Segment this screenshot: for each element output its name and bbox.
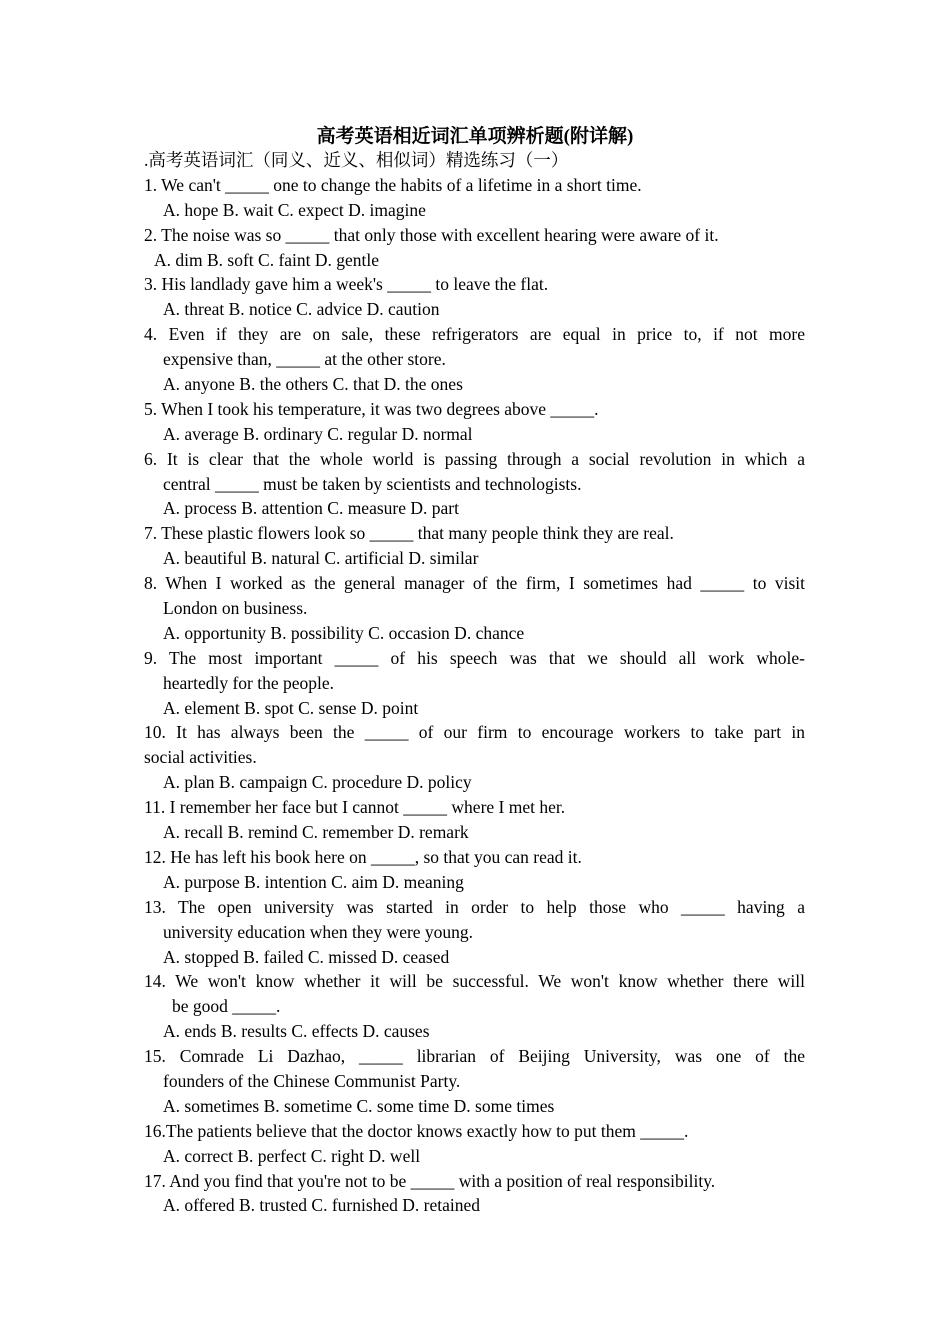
question-line: 10. It has always been the _____ of our firm to encourage workers to take part in: [144, 722, 805, 743]
options-line: A. beautiful B. natural C. artificial D. similar: [163, 548, 479, 569]
options-line: A. correct B. perfect C. right D. well: [163, 1145, 421, 1166]
question-continuation: founders of the Chinese Communist Party.: [163, 1070, 461, 1091]
question-line: 14. We won't know whether it will be successful. We won't know whether there will: [144, 971, 805, 992]
question-line: 12. He has left his book here on _____, so that you can read it.: [144, 846, 582, 867]
question-line: 1. We can't _____ one to change the habits of a lifetime in a short time.: [144, 174, 642, 195]
question-line: 11. I remember her face but I cannot _____ where I met her.: [144, 797, 566, 818]
document-body: [144, 148, 805, 1218]
options-line: A. process B. attention C. measure D. part: [163, 498, 459, 519]
options-line: A. offered B. trusted C. furnished D. retained: [163, 1195, 481, 1216]
options-line: A. stopped B. failed C. missed D. ceased: [163, 946, 450, 967]
options-line: A. average B. ordinary C. regular D. normal: [163, 423, 473, 444]
question-continuation: expensive than, _____ at the other store.: [163, 349, 446, 370]
question-line: 9. The most important _____ of his speech was that we should all work whole-: [144, 647, 805, 668]
options-line: A. dim B. soft C. faint D. gentle: [154, 249, 380, 270]
question-line: 5. When I took his temperature, it was two degrees above _____.: [144, 398, 599, 419]
question-line: 4. Even if they are on sale, these refrigerators are equal in price to, if not more: [144, 324, 805, 345]
options-line: A. plan B. campaign C. procedure D. policy: [163, 772, 472, 793]
question-line: 3. His landlady gave him a week's _____ to leave the flat.: [144, 274, 549, 295]
document-title: 高考英语相近词汇单项辨析题(附详解): [316, 126, 634, 147]
section-heading: .高考英语词汇（同义、近义、相似词）精选练习（一）: [144, 150, 569, 170]
question-line: 13. The open university was started in order to help those who _____ having a: [144, 896, 805, 917]
options-line: A. threat B. notice C. advice D. caution: [163, 299, 440, 320]
question-continuation: social activities.: [144, 747, 257, 768]
options-line: A. sometimes B. sometime C. some time D. some times: [163, 1095, 555, 1116]
question-line: 15. Comrade Li Dazhao, _____ librarian of Beijing University, was one of the: [144, 1046, 805, 1067]
options-line: A. anyone B. the others C. that D. the ones: [163, 374, 463, 395]
question-line: 16.The patients believe that the doctor knows exactly how to put them _____.: [144, 1120, 689, 1141]
question-line: 6. It is clear that the whole world is passing through a social revolution in which a: [144, 448, 805, 469]
question-continuation: London on business.: [163, 598, 308, 619]
options-line: A. recall B. remind C. remember D. remark: [163, 822, 469, 843]
question-line: 2. The noise was so _____ that only those with excellent hearing were aware of it.: [144, 224, 719, 245]
options-line: A. ends B. results C. effects D. causes: [163, 1021, 430, 1042]
options-line: A. hope B. wait C. expect D. imagine: [163, 199, 426, 220]
options-line: A. element B. spot C. sense D. point: [163, 697, 419, 718]
question-continuation: university education when they were young.: [163, 921, 474, 942]
question-line: 8. When I worked as the general manager of the firm, I sometimes had _____ to visit: [144, 573, 805, 594]
question-line: 17. And you find that you're not to be _____ with a position of real responsibility.: [144, 1170, 716, 1191]
question-continuation: central _____ must be taken by scientists and technologists.: [163, 473, 582, 494]
question-continuation: be good _____.: [172, 996, 281, 1017]
question-continuation: heartedly for the people.: [163, 672, 335, 693]
options-line: A. purpose B. intention C. aim D. meaning: [163, 871, 464, 892]
question-line: 7. These plastic flowers look so _____ that many people think they are real.: [144, 523, 674, 544]
options-line: A. opportunity B. possibility C. occasion D. chance: [163, 622, 525, 643]
